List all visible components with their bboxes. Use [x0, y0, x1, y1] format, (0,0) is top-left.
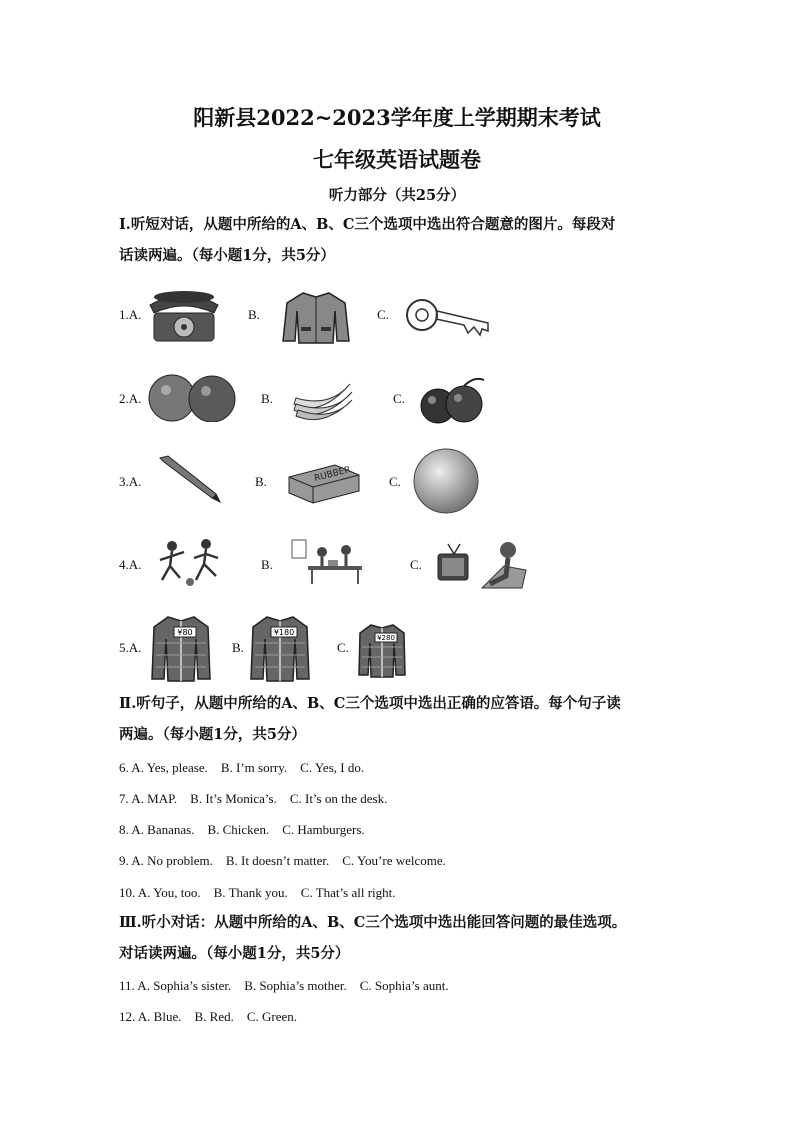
- pencil-icon: [156, 454, 224, 504]
- apples-icon: [418, 376, 488, 426]
- question-2-label: 2.A.: [119, 391, 142, 406]
- telephone-icon: [146, 283, 222, 345]
- question-7: 7. A. MAP. B. It’s Monica’s. C. It’s on the desk.: [119, 791, 388, 806]
- exam-subtitle: 七年级英语试题卷: [313, 147, 481, 172]
- section-1-instructions: [119, 209, 689, 271]
- question-1-label: 1.A.: [119, 307, 142, 322]
- instruction-line: Ⅲ.听小对话：从题中所给的A、B、C三个选项中选出能回答问题的最佳选项。: [119, 914, 627, 931]
- price-tag: ¥80: [177, 628, 193, 637]
- question-5-label: 5.A.: [119, 640, 142, 655]
- option-b-label: B.: [261, 391, 273, 406]
- instruction-line: 话读两遍。（每小题1分，共5分）: [119, 247, 335, 264]
- jacket-icon: [281, 289, 351, 345]
- question-11: 11. A. Sophia’s sister. B. Sophia’s mother. C. Sophia’s aunt.: [119, 978, 449, 993]
- exam-title: 阳新县2022~2023学年度上学期期末考试: [193, 105, 601, 130]
- section-2-instructions: [119, 688, 689, 750]
- question-12: 12. A. Blue. B. Red. C. Green.: [119, 1009, 298, 1024]
- question-8: 8. A. Bananas. B. Chicken. C. Hamburgers.: [119, 822, 365, 837]
- option-b-label: B.: [248, 307, 260, 322]
- listening-part-heading: 听力部分（共25分）: [328, 187, 466, 204]
- jacket-180-icon: [249, 613, 311, 683]
- instruction-line: 对话读两遍。（每小题1分，共5分）: [119, 945, 350, 962]
- option-c-label: C.: [389, 474, 401, 489]
- instruction-line: Ⅰ.听短对话，从题中所给的A、B、C三个选项中选出符合题意的图片。每段对: [119, 216, 616, 233]
- question-3-label: 3.A.: [119, 474, 142, 489]
- option-b-label: B.: [255, 474, 267, 489]
- question-6: 6. A. Yes, please. B. I’m sorry. C. Yes, I do.: [119, 760, 365, 775]
- bananas-icon: [290, 378, 356, 422]
- ball-icon: [411, 447, 481, 515]
- question-9: 9. A. No problem. B. It doesn’t matter. C. You’re welcome.: [119, 853, 446, 868]
- jacket-80-icon: [150, 613, 212, 683]
- option-c-label: C.: [410, 557, 422, 572]
- option-c-label: C.: [377, 307, 389, 322]
- option-b-label: B.: [232, 640, 244, 655]
- instruction-line: Ⅱ.听句子，从题中所给的A、B、C三个选项中选出正确的应答语。每个句子读: [119, 695, 621, 712]
- question-4-label: 4.A.: [119, 557, 142, 572]
- option-c-label: C.: [337, 640, 349, 655]
- price-tag: ¥180: [273, 628, 295, 637]
- option-b-label: B.: [261, 557, 273, 572]
- playing-soccer-icon: [156, 536, 224, 588]
- oranges-icon: [146, 372, 238, 422]
- key-icon: [404, 297, 492, 339]
- eraser-label: RUBBER: [313, 465, 352, 484]
- section-3-instructions: [119, 907, 689, 969]
- question-10: 10. A. You, too. B. Thank you. C. That’s all right.: [119, 885, 396, 900]
- price-tag: ¥280: [377, 634, 395, 642]
- eraser-icon: [285, 457, 363, 507]
- instruction-line: 两遍。（每小题1分，共5分）: [119, 726, 306, 743]
- reading-icon: [288, 536, 378, 588]
- option-c-label: C.: [393, 391, 405, 406]
- jacket-280-icon: [357, 621, 407, 679]
- watching-tv-icon: [434, 536, 530, 594]
